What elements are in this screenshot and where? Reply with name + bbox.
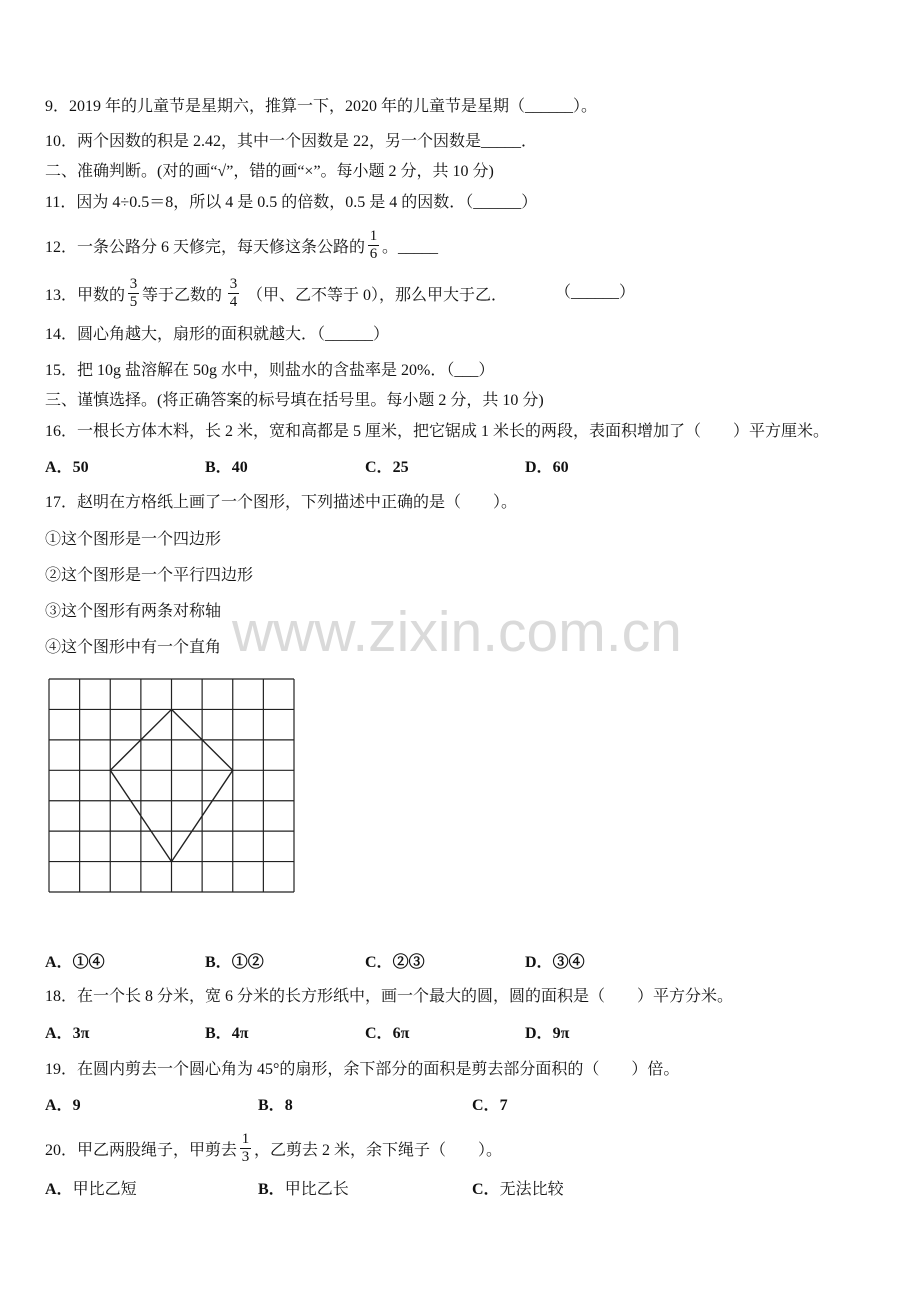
section-2-heading: 二、准确判断。(对的画“√”，错的画“×”。每小题 2 分，共 10 分)	[45, 163, 494, 180]
option-label: B．	[258, 1097, 285, 1114]
statement-1: ①这个图形是一个四边形	[45, 531, 222, 548]
option-value: 9	[72, 1097, 81, 1114]
option-value: 甲比乙长	[284, 1181, 349, 1198]
fraction-denominator: 5	[129, 293, 138, 310]
option-value: 9π	[552, 1025, 570, 1042]
question-9: 9．2019 年的儿童节是星期六，推算一下，2020 年的儿童节是星期（______）。	[45, 98, 598, 115]
option-value: ③④	[552, 954, 585, 971]
fraction-numerator: 1	[241, 1130, 250, 1147]
option-a	[45, 1180, 137, 1200]
question-13-text-before: 13．甲数的	[45, 286, 126, 304]
option-value: 50	[72, 459, 89, 476]
fraction	[228, 276, 239, 311]
option-a	[45, 458, 89, 478]
fraction	[368, 228, 379, 263]
question-14: 14．圆心角越大，扇形的面积就越大．（______）	[45, 326, 390, 343]
statement-4: ④这个图形中有一个直角	[45, 639, 222, 656]
fraction	[240, 1131, 251, 1166]
option-d	[525, 1024, 569, 1044]
statement-2: ②这个图形是一个平行四边形	[45, 567, 254, 584]
question-20	[45, 1126, 502, 1170]
question-20-text-before: 20．甲乙两股绳子，甲剪去	[45, 1141, 238, 1159]
question-11: 11．因为 4÷0.5＝8，所以 4 是 0.5 的倍数，0.5 是 4 的因数．（______）	[45, 194, 538, 211]
fraction-numerator: 3	[229, 275, 238, 292]
option-value: 7	[499, 1097, 508, 1114]
option-b	[258, 1096, 293, 1116]
option-b	[258, 1180, 349, 1200]
option-label: B．	[205, 954, 232, 971]
option-d	[525, 953, 585, 973]
option-a	[45, 953, 105, 973]
section-3-heading: 三、谨慎选择。(将正确答案的标号填在括号里。每小题 2 分，共 10 分)	[45, 392, 544, 409]
option-value: 3π	[72, 1025, 90, 1042]
option-value: 6π	[392, 1025, 410, 1042]
option-label: A．	[45, 954, 73, 971]
option-value: ①②	[231, 954, 264, 971]
fraction-denominator: 6	[369, 245, 378, 262]
statement-3: ③这个图形有两条对称轴	[45, 603, 222, 620]
option-label: A．	[45, 1097, 73, 1114]
question-13-text-after: （甲、乙不等于 0），那么甲大于乙．	[247, 286, 508, 304]
question-10: 10．两个因数的积是 2.42，其中一个因数是 22，另一个因数是_____．	[45, 133, 538, 150]
option-value: 甲比乙短	[72, 1181, 137, 1198]
option-label: B．	[258, 1181, 285, 1198]
question-13-text-middle: 等于乙数的	[142, 286, 223, 304]
option-label: A．	[45, 459, 73, 476]
option-a	[45, 1096, 81, 1116]
option-label: B．	[205, 1025, 232, 1042]
option-label: C．	[472, 1181, 500, 1198]
question-16: 16．一根长方体木料，长 2 米，宽和高都是 5 厘米，把它锯成 1 米长的两段，表面积增加了（ ）平方厘米。	[45, 423, 830, 440]
option-label: C．	[472, 1097, 500, 1114]
option-b	[205, 1024, 248, 1044]
option-value: ①④	[72, 954, 105, 971]
option-d	[525, 458, 569, 478]
question-12-text-before: 12．一条公路分 6 天修完，每天修这条公路的	[45, 238, 366, 256]
option-value: 25	[392, 459, 409, 476]
grid-figure	[47, 677, 297, 895]
option-label: A．	[45, 1181, 73, 1198]
option-c	[365, 953, 425, 973]
option-b	[205, 458, 248, 478]
option-label: D．	[525, 1025, 553, 1042]
question-17: 17．赵明在方格纸上画了一个图形，下列描述中正确的是（ ）。	[45, 494, 518, 511]
question-13	[45, 271, 507, 315]
option-label: C．	[365, 459, 393, 476]
option-value: ②③	[392, 954, 425, 971]
question-15: 15．把 10g 盐溶解在 50g 水中，则盐水的含盐率是 20%．（___）	[45, 362, 495, 379]
question-12	[45, 223, 438, 267]
question-12-text-after: 。_____	[382, 238, 439, 256]
option-label: C．	[365, 954, 393, 971]
fraction-denominator: 3	[241, 1148, 250, 1165]
watermark: www.zixin.com.cn	[232, 600, 682, 664]
option-a	[45, 1024, 89, 1044]
option-c	[472, 1096, 508, 1116]
fraction-numerator: 3	[129, 275, 138, 292]
fraction-denominator: 4	[229, 293, 238, 310]
option-c	[472, 1180, 564, 1200]
option-label: B．	[205, 459, 232, 476]
question-20-text-after: ，乙剪去 2 米，余下绳子（ ）。	[254, 1141, 503, 1159]
question-19: 19．在圆内剪去一个圆心角为 45°的扇形，余下部分的面积是剪去部分面积的（ ）倍。	[45, 1061, 680, 1078]
option-value: 60	[552, 459, 569, 476]
option-c	[365, 1024, 409, 1044]
option-c	[365, 458, 409, 478]
option-value: 无法比较	[499, 1181, 564, 1198]
fraction-numerator: 1	[369, 227, 378, 244]
option-b	[205, 953, 264, 973]
option-label: D．	[525, 954, 553, 971]
option-label: C．	[365, 1025, 393, 1042]
fraction	[128, 276, 139, 311]
option-label: D．	[525, 459, 553, 476]
answer-blank: （______）	[555, 284, 636, 301]
option-label: A．	[45, 1025, 73, 1042]
option-value: 4π	[231, 1025, 249, 1042]
option-value: 8	[284, 1097, 293, 1114]
question-18: 18．在一个长 8 分米，宽 6 分米的长方形纸中，画一个最大的圆，圆的面积是（ ）平方分米。	[45, 988, 734, 1005]
option-value: 40	[231, 459, 248, 476]
